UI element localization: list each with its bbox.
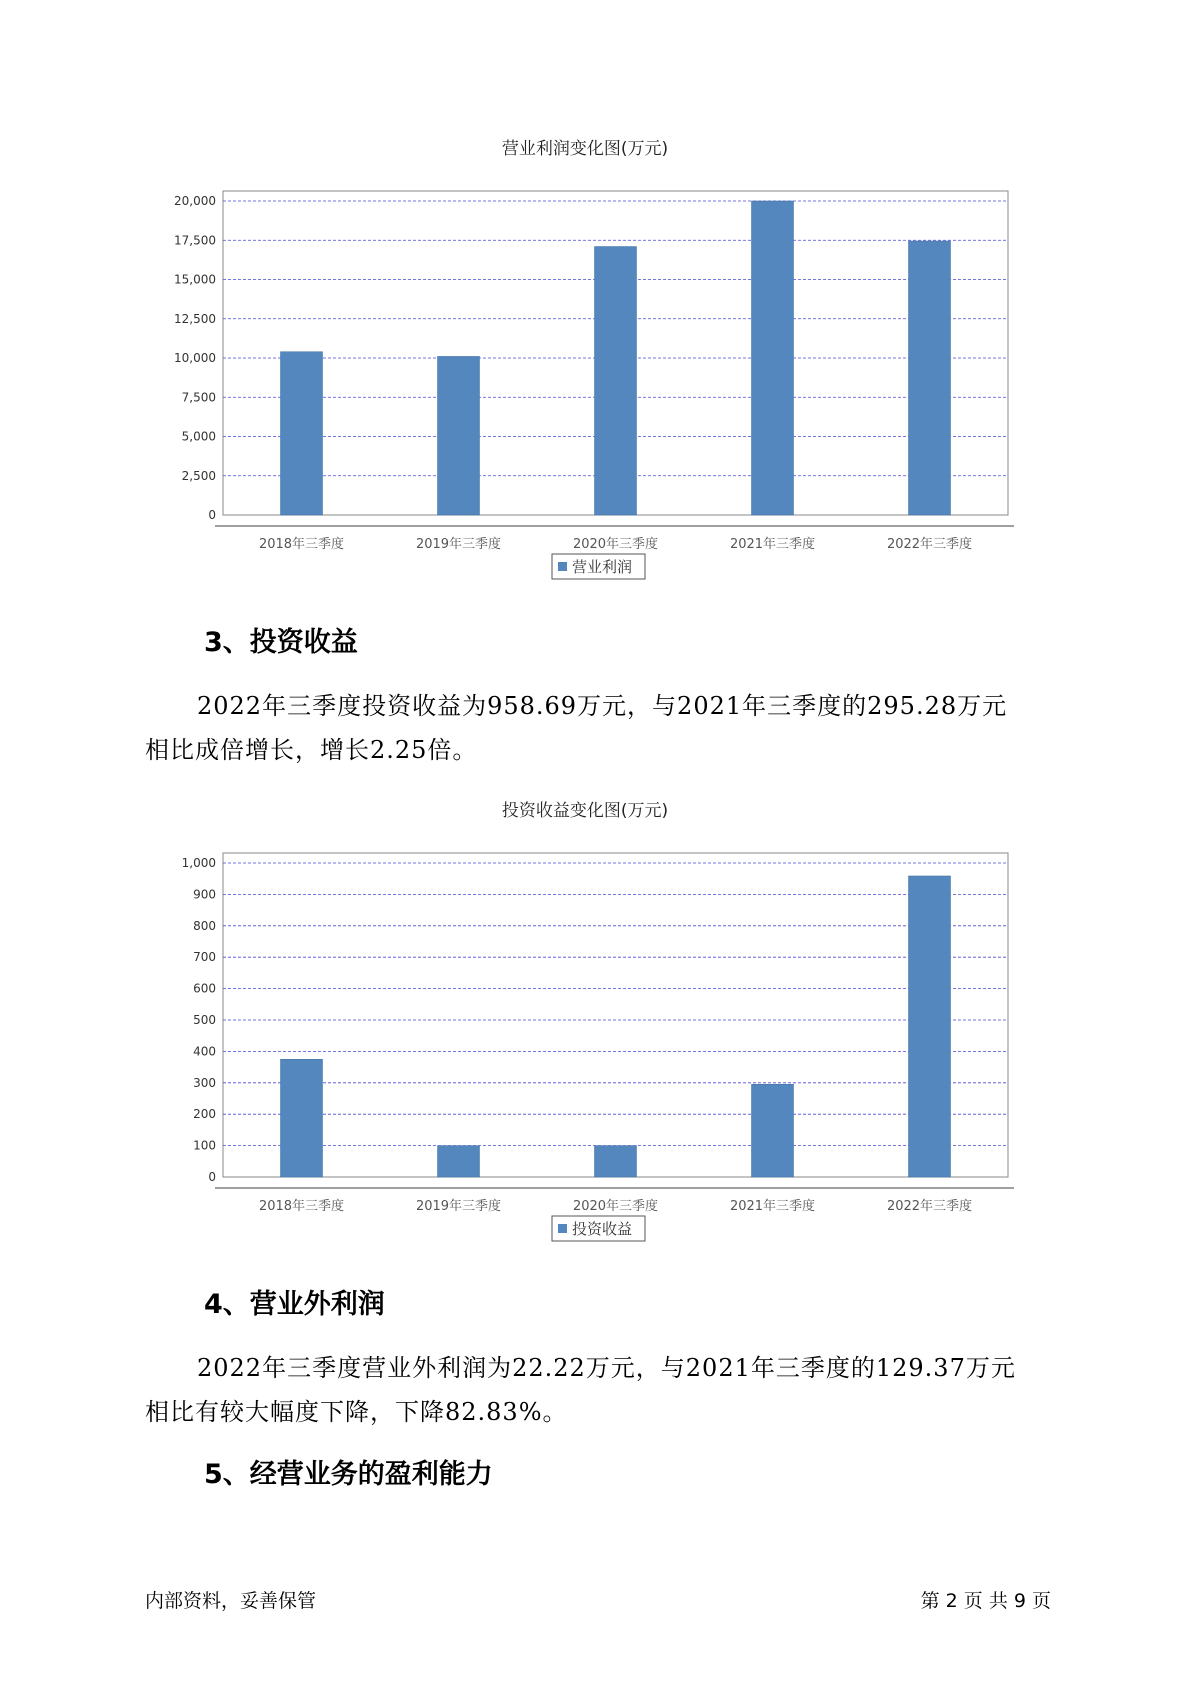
y-tick-label: 900: [193, 887, 216, 902]
y-tick-label: 500: [193, 1013, 216, 1027]
footer-page-number: 第 2 页 共 9 页: [920, 1590, 1051, 1612]
y-tick-label: 12,500: [174, 311, 216, 326]
x-tick-label: 2022年三季度: [886, 537, 973, 552]
y-tick-label: 200: [193, 1107, 216, 1122]
y-tick-label: 1,000: [181, 856, 216, 870]
y-tick-label: 300: [193, 1075, 216, 1090]
x-tick-label: 2021年三季度: [729, 537, 816, 552]
paragraph-line-text: 2022年三季度营业外利润为22.22万元，与2021年三季度的129.37万元: [197, 1354, 1016, 1382]
bar: [438, 1146, 480, 1177]
bar: [595, 1146, 637, 1177]
legend-swatch: [558, 562, 567, 571]
y-tick-label: 700: [193, 950, 216, 965]
bar: [752, 1084, 794, 1177]
x-tick-label: 2022年三季度: [886, 1199, 973, 1214]
paragraph-line: 相比有较大幅度下降，下降82.83%。: [145, 1398, 568, 1426]
x-tick-label: 2019年三季度: [415, 1199, 502, 1214]
legend-label: 投资收益: [572, 1220, 633, 1238]
paragraph-line: [145, 684, 1045, 728]
x-tick-label: 2020年三季度: [572, 1199, 659, 1214]
y-tick-label: 100: [193, 1138, 216, 1153]
bar: [909, 876, 951, 1177]
y-tick-label: 0: [208, 1170, 216, 1184]
y-tick-label: 15,000: [174, 272, 216, 287]
chart-investment-income: [150, 792, 1020, 1238]
chart-title: 投资收益变化图(万元): [501, 801, 669, 821]
chart-operating-profit: [150, 130, 1020, 576]
y-tick-label: 17,500: [174, 233, 216, 248]
y-tick-label: 10,000: [174, 351, 216, 365]
bar: [281, 1059, 323, 1177]
x-tick-label: 2019年三季度: [415, 537, 502, 552]
bar: [281, 352, 323, 515]
paragraph-line: [145, 1346, 1045, 1390]
y-tick-label: 600: [193, 981, 216, 996]
x-tick-label: 2021年三季度: [729, 1199, 816, 1214]
bar: [752, 201, 794, 515]
y-tick-label: 20,000: [174, 194, 216, 208]
section-heading-non-operating-profit: 4、营业外利润: [204, 1289, 385, 1320]
bar: [438, 356, 480, 515]
bar: [595, 247, 637, 515]
paragraph-line-text: 2022年三季度投资收益为958.69万元，与2021年三季度的295.28万元: [197, 692, 1008, 720]
section-heading-investment-income: 3、投资收益: [204, 627, 358, 658]
paragraph-non-operating-profit: [145, 1346, 1045, 1434]
legend-swatch: [558, 1224, 567, 1233]
chart-svg: [150, 130, 1020, 576]
section-heading-profitability: 5、经营业务的盈利能力: [204, 1459, 493, 1490]
x-tick-label: 2018年三季度: [258, 537, 345, 552]
paragraph-investment-income: [145, 684, 1045, 772]
y-tick-label: 2,500: [181, 468, 216, 483]
x-tick-label: 2018年三季度: [258, 1199, 345, 1214]
y-tick-label: 0: [208, 508, 216, 522]
x-tick-label: 2020年三季度: [572, 537, 659, 552]
y-tick-label: 5,000: [181, 429, 216, 444]
plot-frame: [223, 853, 1008, 1177]
footer-confidential-note: 内部资料，妥善保管: [145, 1590, 317, 1612]
legend-label: 营业利润: [572, 558, 633, 576]
chart-svg: [150, 792, 1020, 1238]
y-tick-label: 400: [193, 1044, 216, 1059]
paragraph-line: 相比成倍增长，增长2.25倍。: [145, 736, 478, 764]
bar: [909, 241, 951, 515]
y-tick-label: 7,500: [181, 390, 216, 405]
chart-title: 营业利润变化图(万元): [501, 139, 669, 159]
y-tick-label: 800: [193, 918, 216, 933]
